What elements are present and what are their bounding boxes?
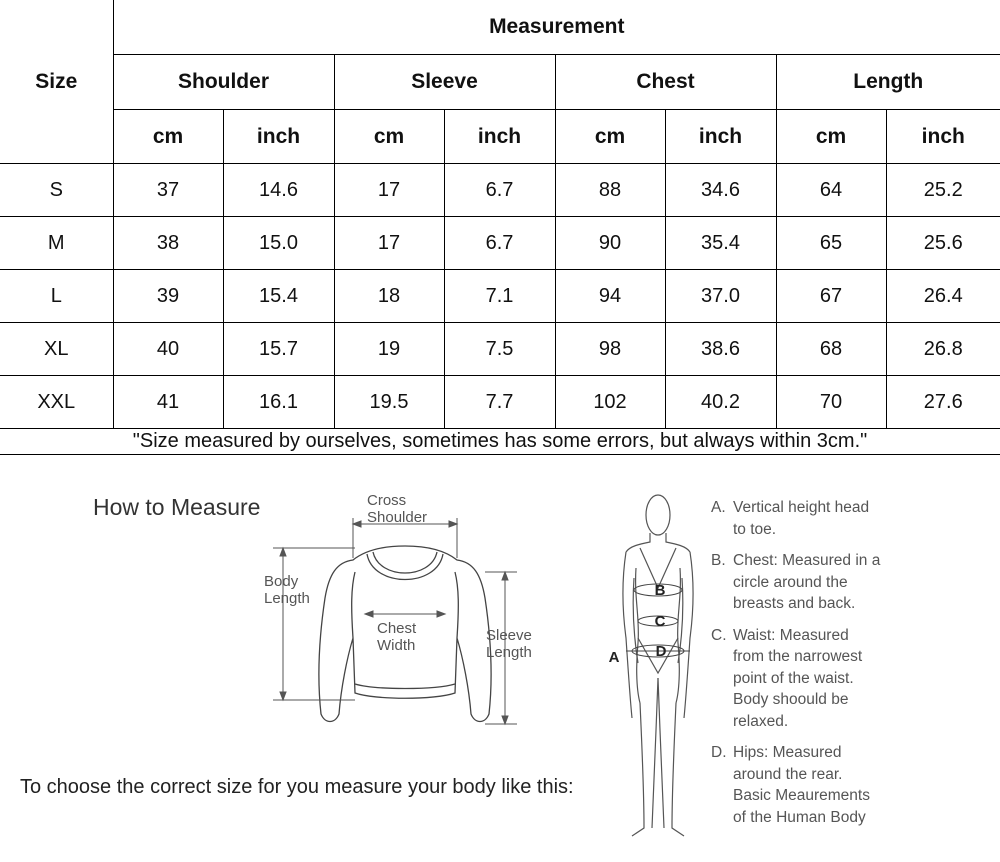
unit-header: inch — [223, 110, 334, 164]
table-cell: 14.6 — [223, 164, 334, 217]
table-cell: 65 — [776, 217, 886, 270]
marker-b: B — [654, 582, 666, 599]
table-row — [0, 164, 1000, 217]
unit-header: inch — [886, 110, 1000, 164]
marker-a: A — [608, 649, 620, 666]
table-cell: 17 — [334, 164, 444, 217]
table-cell: 6.7 — [444, 217, 555, 270]
note-b: B. Chest: Measured in a circle around the breasts and back. — [711, 552, 881, 612]
choose-size-instruction: To choose the correct size for you measure your body like this: — [20, 776, 574, 798]
size-cell: XXL — [0, 376, 113, 429]
table-cell: 64 — [776, 164, 886, 217]
table-cell: 40 — [113, 323, 223, 376]
table-cell: 27.6 — [886, 376, 1000, 429]
table-cell: 16.1 — [223, 376, 334, 429]
size-cell: S — [0, 164, 113, 217]
size-cell: L — [0, 270, 113, 323]
sleeve-length-label: Sleeve Length — [486, 627, 532, 661]
table-cell: 15.4 — [223, 270, 334, 323]
unit-header: inch — [665, 110, 776, 164]
table-cell: 70 — [776, 376, 886, 429]
table-cell: 41 — [113, 376, 223, 429]
table-cell: 39 — [113, 270, 223, 323]
table-cell: 38.6 — [665, 323, 776, 376]
note-a: A. Vertical height head to toe. — [711, 499, 870, 538]
unit-header: cm — [776, 110, 886, 164]
table-cell: 15.0 — [223, 217, 334, 270]
table-cell: 68 — [776, 323, 886, 376]
table-cell: 38 — [113, 217, 223, 270]
unit-header: inch — [444, 110, 555, 164]
table-note: "Size measured by ourselves, sometimes has some errors, but always within 3cm." — [0, 429, 1000, 455]
table-cell: 19 — [334, 323, 444, 376]
table-cell: 102 — [555, 376, 665, 429]
size-header: Size — [0, 0, 113, 164]
table-cell: 26.8 — [886, 323, 1000, 376]
table-cell: 40.2 — [665, 376, 776, 429]
marker-c: C — [654, 613, 666, 630]
table-cell: 94 — [555, 270, 665, 323]
unit-header: cm — [113, 110, 223, 164]
body-diagram — [600, 488, 710, 858]
table-cell: 25.2 — [886, 164, 1000, 217]
table-cell: 90 — [555, 217, 665, 270]
table-cell: 26.4 — [886, 270, 1000, 323]
table-cell: 37.0 — [665, 270, 776, 323]
table-cell: 98 — [555, 323, 665, 376]
table-row — [0, 270, 1000, 323]
table-cell: 35.4 — [665, 217, 776, 270]
table-cell: 37 — [113, 164, 223, 217]
chest-width-label: Chest Width — [377, 620, 417, 654]
unit-header: cm — [555, 110, 665, 164]
table-row — [0, 217, 1000, 270]
table-cell: 19.5 — [334, 376, 444, 429]
table-cell: 88 — [555, 164, 665, 217]
note-c: C. Waist: Measured from the narrowest point of the waist. Body shoould be relaxed. — [711, 626, 863, 730]
table-cell: 7.1 — [444, 270, 555, 323]
note-d: D. Hips: Measured around the rear. Basic Meaurements of the Human Body — [711, 744, 870, 826]
group-header-length: Length — [776, 55, 1000, 110]
table-cell: 17 — [334, 217, 444, 270]
size-cell: M — [0, 217, 113, 270]
table-cell: 25.6 — [886, 217, 1000, 270]
table-cell: 15.7 — [223, 323, 334, 376]
table-cell: 6.7 — [444, 164, 555, 217]
how-to-measure-title: How to Measure — [93, 494, 261, 520]
unit-header: cm — [334, 110, 444, 164]
size-cell: XL — [0, 323, 113, 376]
table-cell: 34.6 — [665, 164, 776, 217]
cross-shoulder-label: Cross Shoulder — [367, 492, 428, 526]
group-header-shoulder: Shoulder — [113, 55, 334, 110]
body-length-label: Body Length — [264, 573, 310, 607]
measurement-notes — [711, 497, 996, 829]
marker-d: D — [655, 643, 667, 660]
group-header-chest: Chest — [555, 55, 776, 110]
group-header-sleeve: Sleeve — [334, 55, 555, 110]
table-row — [0, 376, 1000, 429]
table-cell: 67 — [776, 270, 886, 323]
table-cell: 7.7 — [444, 376, 555, 429]
table-row — [0, 323, 1000, 376]
measurement-header: Measurement — [113, 0, 1000, 55]
table-cell: 7.5 — [444, 323, 555, 376]
table-cell: 18 — [334, 270, 444, 323]
